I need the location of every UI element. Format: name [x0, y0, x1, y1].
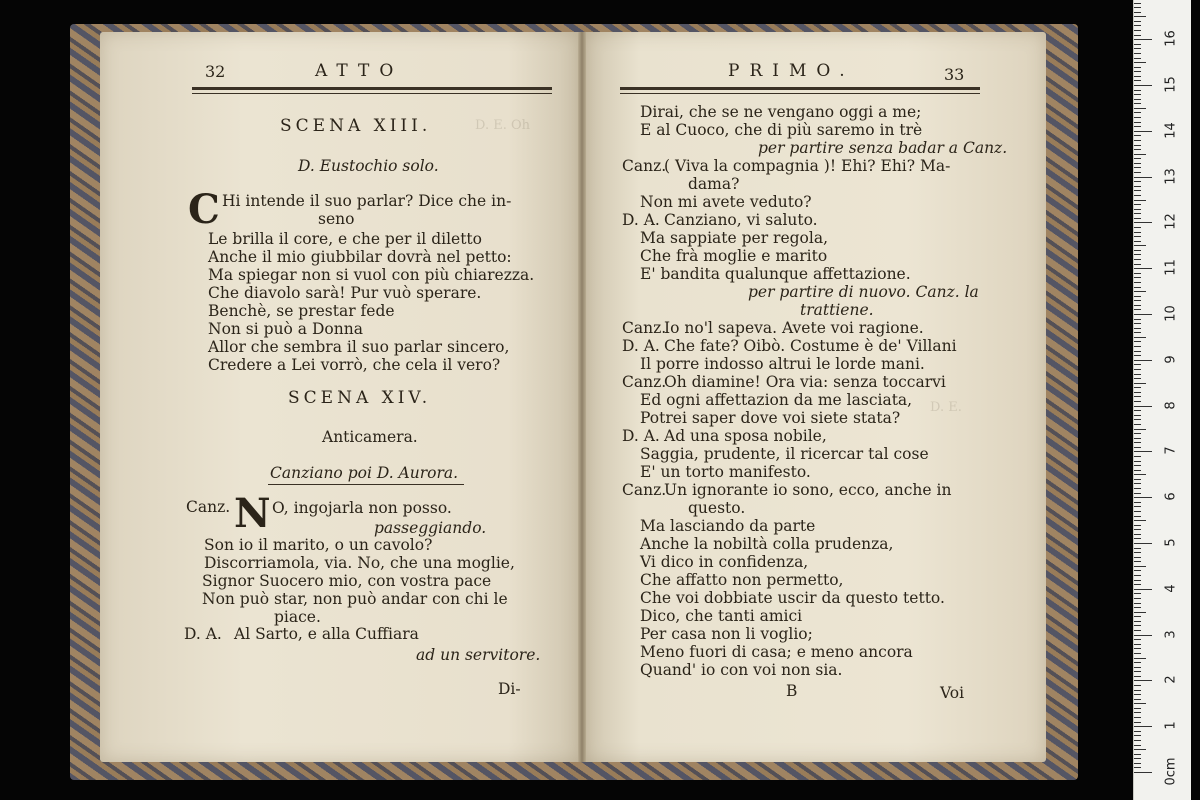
ruler-tick — [1134, 575, 1141, 576]
header-rule — [192, 87, 552, 90]
ruler-tick — [1134, 145, 1141, 146]
ruler-tick — [1134, 392, 1141, 393]
verse-line: Potrei saper dove voi siete stata? — [640, 409, 901, 427]
ruler-number: 3 — [1163, 629, 1179, 639]
underline-rule — [268, 484, 464, 485]
ruler-tick — [1134, 447, 1141, 448]
ruler-tick — [1134, 94, 1141, 95]
verse-line: Ed ogni affettazion da me lasciata, — [640, 391, 913, 409]
ruler-tick — [1134, 355, 1141, 356]
ruler-tick — [1134, 502, 1141, 503]
ruler-tick — [1134, 644, 1141, 645]
ruler-tick — [1134, 699, 1141, 700]
running-head: PRIMO. — [728, 61, 855, 81]
ruler-tick — [1134, 108, 1146, 109]
ruler-tick — [1134, 483, 1141, 484]
ruler-tick — [1134, 561, 1141, 562]
ruler-tick — [1134, 305, 1141, 306]
ruler-number: 14 — [1163, 122, 1179, 139]
ruler-tick — [1134, 282, 1141, 283]
ruler-tick — [1134, 53, 1141, 54]
character-list: Canziano poi D. Aurora. — [270, 464, 459, 482]
ruler-tick — [1134, 703, 1146, 704]
ruler-tick — [1134, 712, 1141, 713]
verse-line: Ma lasciando da parte — [640, 517, 816, 535]
ruler-tick — [1134, 7, 1141, 8]
verse-line: questo. — [688, 499, 746, 517]
ruler-tick — [1134, 754, 1141, 755]
ruler-tick — [1134, 12, 1141, 13]
ruler-tick — [1134, 465, 1141, 466]
ruler-tick — [1134, 731, 1141, 732]
ruler-tick — [1134, 378, 1141, 379]
ruler-tick — [1134, 250, 1141, 251]
ruler-tick — [1134, 424, 1141, 425]
ruler-tick — [1134, 254, 1141, 255]
ruler-tick — [1134, 735, 1141, 736]
ruler-tick — [1134, 58, 1141, 59]
drop-capital: N — [234, 490, 271, 537]
catchword: Voi — [940, 684, 965, 702]
verse-line: Son io il marito, o un cavolo? — [204, 536, 433, 554]
ruler-tick — [1134, 383, 1146, 384]
ruler-tick — [1134, 222, 1152, 223]
ruler-number: 11 — [1163, 259, 1179, 276]
ruler-tick — [1134, 163, 1141, 164]
speaker-label: Canz. — [622, 373, 667, 391]
speaker-label: D. A. — [622, 211, 660, 229]
ruler-tick — [1134, 200, 1146, 201]
ruler-tick — [1134, 396, 1141, 397]
verse-line: Signor Suocero mio, con vostra pace — [202, 572, 492, 590]
stage-direction: trattiene. — [800, 301, 874, 319]
ruler-tick — [1134, 543, 1152, 544]
ruler-tick — [1134, 131, 1152, 132]
ruler-tick — [1134, 117, 1141, 118]
ruler-tick — [1134, 406, 1152, 407]
ruler-number — [1164, 0, 1179, 8]
ruler-tick — [1134, 332, 1141, 333]
speaker-label: Canz. — [622, 319, 667, 337]
ruler-tick — [1134, 612, 1146, 613]
ruler-tick — [1134, 328, 1141, 329]
ruler-tick — [1134, 277, 1141, 278]
ruler-tick — [1134, 497, 1152, 498]
ruler-tick — [1134, 268, 1152, 269]
verse-line: E' un torto manifesto. — [640, 463, 811, 481]
verse-line: Le brilla il core, e che per il diletto — [208, 230, 482, 248]
ruler-tick — [1134, 126, 1141, 127]
ruler-tick — [1134, 456, 1141, 457]
verse-line: Che frà moglie e marito — [640, 247, 828, 265]
show-through: D. E. Oh — [475, 118, 531, 133]
ruler-tick — [1134, 30, 1141, 31]
ruler-tick — [1134, 566, 1146, 567]
book-gutter — [578, 32, 586, 762]
ruler-tick — [1134, 227, 1141, 228]
drop-capital: C — [188, 186, 220, 233]
ruler-tick — [1134, 493, 1141, 494]
ruler-tick — [1134, 680, 1152, 681]
ruler-tick — [1134, 67, 1141, 68]
ruler-number: 5 — [1163, 538, 1179, 547]
speaker-label: Canz. — [622, 481, 667, 499]
verse-line: Ma sappiate per regola, — [640, 229, 828, 247]
ruler-tick — [1134, 635, 1152, 636]
ruler-tick — [1134, 296, 1141, 297]
header-rule — [620, 93, 980, 94]
stage-direction: ad un servitore. — [416, 646, 541, 664]
ruler-tick — [1134, 259, 1141, 260]
ruler-tick — [1134, 323, 1141, 324]
ruler-tick — [1134, 158, 1141, 159]
verse-line: Al Sarto, e alla Cuffiara — [234, 625, 419, 643]
ruler-tick — [1134, 749, 1146, 750]
verse-line: E al Cuoco, che di più saremo in trè — [640, 121, 923, 139]
verse-line: Un ignorante io sono, ecco, anche in — [664, 481, 952, 499]
verse-line: Dico, che tanti amici — [640, 607, 803, 625]
ruler-tick — [1134, 213, 1141, 214]
verse-line: Che voi dobbiate uscir da questo tetto. — [640, 589, 945, 607]
ruler-tick — [1134, 548, 1141, 549]
ruler-tick — [1134, 525, 1141, 526]
catchword: Di- — [498, 680, 521, 698]
ruler-tick — [1134, 360, 1152, 361]
ruler-tick — [1134, 3, 1141, 4]
ruler-tick — [1134, 607, 1141, 608]
verse-line: Che diavolo sarà! Pur vuò sperare. — [208, 284, 482, 302]
ruler-tick — [1134, 300, 1141, 301]
ruler-tick — [1134, 186, 1141, 187]
ruler-number: 16 — [1163, 30, 1179, 47]
ruler-tick — [1134, 314, 1152, 315]
ruler-tick — [1134, 451, 1152, 452]
ruler-tick — [1134, 676, 1141, 677]
ruler-tick — [1134, 154, 1146, 155]
ruler-number: 13 — [1163, 167, 1179, 185]
verse-line: Anche la nobiltà colla prudenza, — [640, 535, 894, 553]
ruler-tick — [1134, 287, 1141, 288]
ruler-number: 9 — [1163, 355, 1179, 364]
verse-line: Che affatto non permetto, — [640, 571, 844, 589]
ruler-tick — [1134, 85, 1152, 86]
ruler-tick — [1134, 580, 1141, 581]
verse-line: Canziano, vi saluto. — [664, 211, 818, 229]
verse-line: Non si può a Donna — [208, 320, 363, 338]
speaker-label: Canz. — [622, 157, 667, 175]
ruler-tick — [1134, 429, 1146, 430]
ruler-tick — [1134, 570, 1141, 571]
ruler-tick — [1134, 140, 1141, 141]
ruler-tick — [1134, 593, 1141, 594]
ruler-tick — [1134, 62, 1146, 63]
ruler-tick — [1134, 461, 1141, 462]
ruler-tick — [1134, 112, 1141, 113]
running-head: ATTO — [315, 61, 404, 81]
ruler-tick — [1134, 21, 1141, 22]
verse-line: dama? — [688, 175, 740, 193]
ruler-tick — [1134, 309, 1141, 310]
ruler-tick — [1134, 639, 1141, 640]
scene-title: SCENA XIV. — [288, 388, 432, 408]
ruler-number: 15 — [1163, 76, 1179, 93]
header-rule — [620, 87, 980, 90]
stage-direction: per partire senza badar a Canz. — [758, 139, 1008, 157]
ruler-tick — [1134, 584, 1141, 585]
ruler-tick — [1134, 616, 1141, 617]
speaker-label: D. A. — [622, 337, 660, 355]
verse-line: E' bandita qualunque affettazione. — [640, 265, 911, 283]
verse-line: seno — [318, 210, 355, 228]
verse-line: Quand' io con voi non sia. — [640, 661, 843, 679]
verse-line: Hi intende il suo parlar? Dice che in- — [222, 192, 512, 210]
ruler-number: 12 — [1163, 213, 1179, 231]
ruler-tick — [1134, 103, 1141, 104]
verse-line: Vi dico in confidenza, — [640, 553, 809, 571]
verse-line: Saggia, prudente, il ricercar tal cose — [640, 445, 929, 463]
ruler-tick — [1134, 264, 1141, 265]
ruler-tick — [1134, 35, 1141, 36]
ruler-tick — [1134, 374, 1141, 375]
ruler-tick — [1134, 44, 1141, 45]
ruler-tick — [1134, 172, 1141, 173]
ruler-tick — [1134, 520, 1146, 521]
verse-line: O, ingojarla non posso. — [272, 499, 452, 517]
ruler-tick — [1134, 653, 1141, 654]
header-rule — [192, 93, 552, 94]
scene-title: SCENA XIII. — [280, 116, 432, 136]
ruler-tick — [1134, 717, 1141, 718]
ruler-tick — [1134, 218, 1141, 219]
ruler-tick — [1134, 479, 1141, 480]
ruler-tick — [1134, 745, 1141, 746]
verse-line: Oh diamine! Ora via: senza toccarvi — [664, 373, 946, 391]
page-number: 32 — [205, 62, 226, 81]
ruler-tick — [1134, 346, 1141, 347]
verse-line: Anche il mio giubbilar dovrà nel petto: — [208, 248, 512, 266]
ruler-tick — [1134, 209, 1141, 210]
verse-line: Per casa non li voglio; — [640, 625, 813, 643]
verse-line: ( Viva la compagnia )! Ehi? Ehi? Ma- — [664, 157, 951, 175]
ruler-tick — [1134, 662, 1141, 663]
verse-line: Non mi avete veduto? — [640, 193, 812, 211]
speaker-label: Canz. — [186, 498, 231, 516]
ruler-tick — [1134, 181, 1141, 182]
ruler-tick — [1134, 767, 1141, 768]
ruler-number: 2 — [1163, 675, 1179, 685]
ruler-tick — [1134, 758, 1141, 759]
ruler-tick — [1134, 474, 1146, 475]
ruler-tick — [1134, 488, 1141, 489]
ruler-tick — [1134, 516, 1141, 517]
verse-line: Che fate? Oibò. Costume è de' Villani — [664, 337, 957, 355]
ruler-tick — [1134, 80, 1141, 81]
ruler-number: 8 — [1163, 400, 1179, 410]
ruler-tick — [1134, 232, 1141, 233]
ruler-tick — [1134, 369, 1141, 370]
ruler-number: 6 — [1163, 492, 1179, 501]
ruler-tick — [1134, 726, 1152, 727]
ruler-tick — [1134, 122, 1141, 123]
ruler-tick — [1134, 71, 1141, 72]
ruler-tick — [1134, 658, 1146, 659]
ruler-tick — [1134, 167, 1141, 168]
ruler-tick — [1134, 630, 1141, 631]
verse-line: piace. — [274, 608, 321, 626]
ruler-tick — [1134, 177, 1152, 178]
measurement-ruler — [1133, 0, 1191, 800]
verse-line: Non può star, non può andar con chi le — [202, 590, 508, 608]
ruler-tick — [1134, 763, 1141, 764]
scene-setting: Anticamera. — [322, 428, 418, 446]
ruler-tick — [1134, 90, 1141, 91]
ruler-tick — [1134, 506, 1141, 507]
verse-line: Ad una sposa nobile, — [664, 427, 827, 445]
ruler-tick — [1134, 190, 1141, 191]
ruler-tick — [1134, 470, 1141, 471]
ruler-tick — [1134, 722, 1141, 723]
speaker-label: D. A. — [622, 427, 660, 445]
ruler-tick — [1134, 236, 1141, 237]
ruler-tick — [1134, 204, 1141, 205]
ruler-tick — [1134, 135, 1141, 136]
ruler-tick — [1134, 99, 1141, 100]
verse-line: Benchè, se prestar fede — [208, 302, 395, 320]
ruler-tick — [1134, 273, 1141, 274]
stage-direction: per partire di nuovo. Canz. la — [748, 283, 979, 301]
show-through: D. E. — [930, 400, 962, 415]
ruler-tick — [1134, 401, 1141, 402]
ruler-tick — [1134, 76, 1141, 77]
verse-line: Allor che sembra il suo parlar sincero, — [208, 338, 510, 356]
ruler-tick — [1134, 438, 1141, 439]
verse-line: Discorriamola, via. No, che una moglie, — [204, 554, 515, 572]
ruler-number: 0cm — [1163, 757, 1179, 786]
ruler-tick — [1134, 538, 1141, 539]
page-number: 33 — [944, 65, 965, 84]
ruler-tick — [1134, 694, 1141, 695]
signature-mark: B — [786, 682, 798, 700]
ruler-tick — [1134, 685, 1141, 686]
ruler-tick — [1134, 740, 1141, 741]
ruler-number: 4 — [1163, 584, 1179, 593]
speaker-label: D. A. — [184, 625, 222, 643]
verse-line: Meno fuori di casa; e meno ancora — [640, 643, 913, 661]
ruler-tick — [1134, 39, 1152, 40]
ruler-tick — [1134, 589, 1152, 590]
ruler-tick — [1134, 621, 1141, 622]
ruler-tick — [1134, 415, 1141, 416]
ruler-tick — [1134, 245, 1146, 246]
ruler-tick — [1134, 341, 1141, 342]
ruler-tick — [1134, 708, 1141, 709]
ruler-tick — [1134, 603, 1141, 604]
ruler-tick — [1134, 410, 1141, 411]
verse-line: Credere a Lei vorrò, che cela il vero? — [208, 356, 501, 374]
ruler-tick — [1134, 291, 1146, 292]
character-list: D. Eustochio solo. — [298, 157, 439, 175]
ruler-tick — [1134, 552, 1141, 553]
ruler-tick — [1134, 337, 1146, 338]
verse-line: Io no'l sapeva. Avete voi ragione. — [664, 319, 924, 337]
ruler-tick — [1134, 598, 1141, 599]
ruler-tick — [1134, 671, 1141, 672]
ruler-tick — [1134, 534, 1141, 535]
ruler-tick — [1134, 351, 1141, 352]
ruler-number: 10 — [1163, 305, 1179, 322]
ruler-tick — [1134, 625, 1141, 626]
ruler-tick — [1134, 690, 1141, 691]
ruler-tick — [1134, 511, 1141, 512]
ruler-tick — [1134, 241, 1141, 242]
verse-line: Dirai, che se ne vengano oggi a me; — [640, 103, 922, 121]
ruler-tick — [1134, 387, 1141, 388]
ruler-tick — [1134, 419, 1141, 420]
verse-line: Il porre indosso altrui le lorde mani. — [640, 355, 925, 373]
ruler-tick — [1134, 48, 1141, 49]
ruler-number: 1 — [1163, 721, 1179, 730]
ruler-tick — [1134, 319, 1141, 320]
ruler-tick — [1134, 557, 1141, 558]
ruler-tick — [1134, 433, 1141, 434]
ruler-tick — [1134, 25, 1141, 26]
ruler-tick — [1134, 442, 1141, 443]
ruler-tick — [1134, 667, 1141, 668]
verse-line: Ma spiegar non si vuol con più chiarezza. — [208, 266, 535, 284]
stage-direction: passeggiando. — [374, 519, 487, 537]
ruler-tick — [1134, 648, 1141, 649]
ruler-tick — [1134, 16, 1146, 17]
ruler-tick — [1134, 149, 1141, 150]
ruler-tick — [1134, 772, 1152, 773]
ruler-tick — [1134, 529, 1141, 530]
ruler-tick — [1134, 364, 1141, 365]
ruler-number: 7 — [1163, 446, 1179, 456]
ruler-tick — [1134, 195, 1141, 196]
